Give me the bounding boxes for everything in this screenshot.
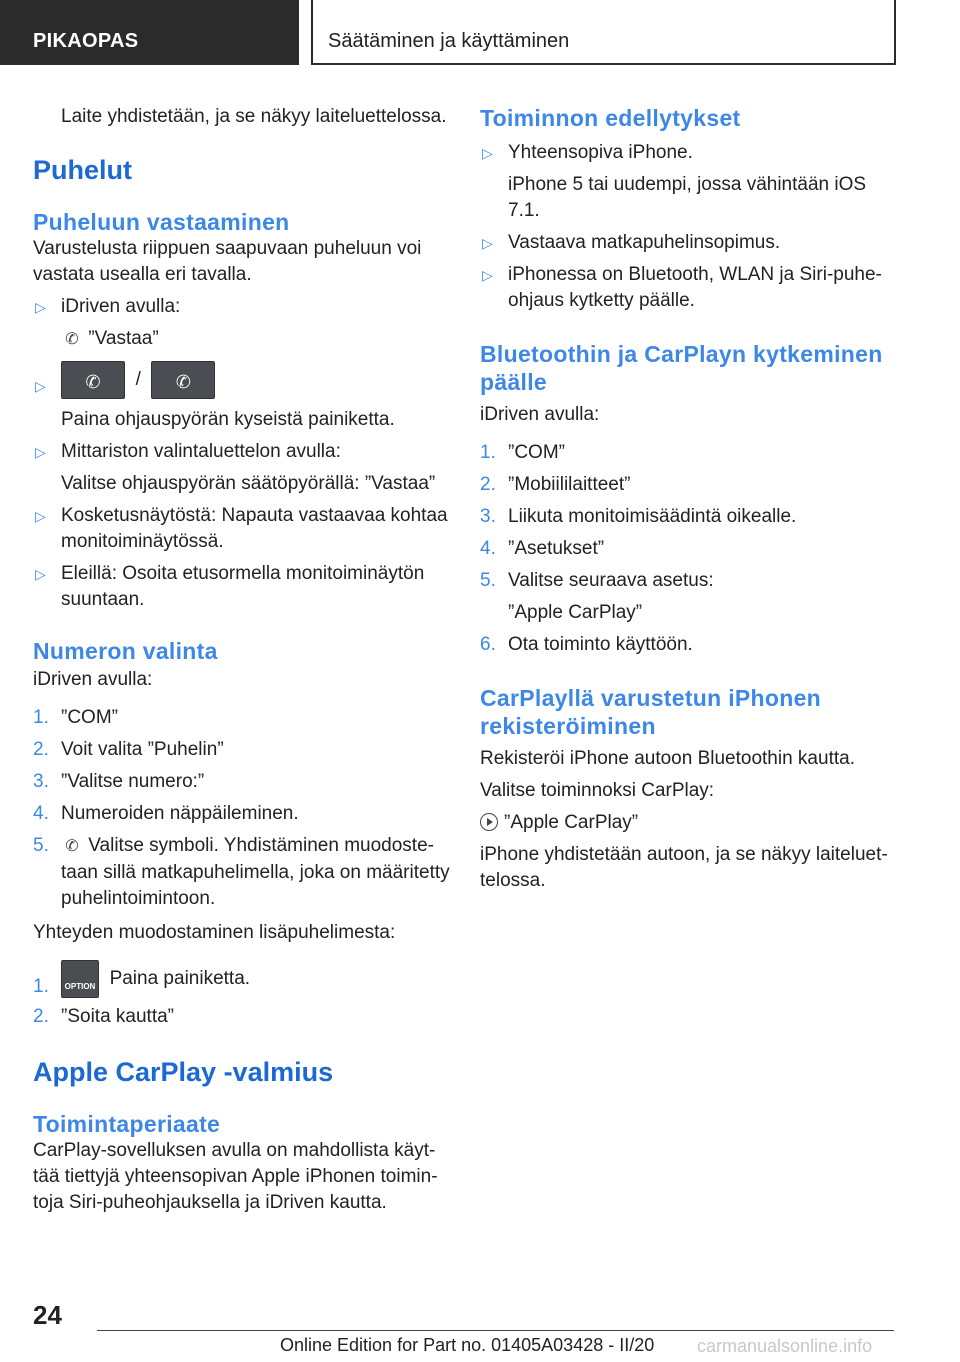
heading-answer: Puheluun vastaaminen [33,209,290,235]
section-title: PIKAOPAS [33,30,139,52]
enable-text: iDriven avulla: [480,404,600,425]
heading-register: CarPlayllä varustetun iPhonen rekisteröiminen [480,685,822,739]
right-column [480,100,900,894]
list-item: ▷ Eleillä: Osoita etusormella monitoiminäytön suuntaan. [35,563,425,610]
list-item: 4. ”Asetukset” [480,538,605,559]
triangle-bullet-icon: ▷ [35,299,46,315]
triangle-bullet-icon: ▷ [482,267,493,283]
section-tab [0,0,299,65]
list-item: 2. ”Soita kautta” [33,1006,174,1027]
chapter-tab [311,0,896,65]
heading-dial: Numeron valinta [33,638,218,664]
list-item: 4. Numeroiden näppäileminen. [33,803,299,824]
edition-text: Online Edition for Part no. 01405A03428 - II/20 [280,1335,655,1355]
dial-steps [33,705,451,912]
triangle-bullet-icon: ▷ [35,378,46,394]
answer-text: Varustelusta riippuen saapuvaan puheluun voi vastata usealla eri tavalla. [33,238,422,285]
extra-text: Yhteyden muodostaminen lisäpuhelimesta: [33,922,396,943]
triangle-bullet-icon: ▷ [35,508,46,524]
phone-icon: ✆ [65,331,79,348]
footer-divider [97,1330,894,1331]
register-text-3: iPhone yhdistetään autoon, ja se näkyy laiteluettelossa. [480,844,888,891]
answer-button-icon: ✆ [61,361,125,399]
requirements-list [480,140,900,314]
extra-steps [33,960,451,1030]
heading-enable: Bluetoothin ja CarPlayn kytkeminen päälle [480,341,883,395]
triangle-bullet-icon: ▷ [482,145,493,161]
list-item: 3. ”Valitse numero:” [33,771,205,792]
list-item: 1. OPTION Paina painiketta. [33,960,451,998]
register-text-2: Valitse toiminnoksi CarPlay: [480,780,715,801]
heading-calls: Puhelut [33,155,132,185]
intro-text: Laite yhdistetään, ja se näkyy laiteluettelossa. [61,106,447,127]
list-item: ▷ Kosketusnäytöstä: Napauta vastaavaa kohtaa monitoiminäytössä. [35,505,448,552]
register-text-1: Rekisteröi iPhone autoon Bluetoothin kautta. [480,748,855,769]
enable-steps [480,440,900,658]
dial-text: iDriven avulla: [33,669,153,690]
triangle-bullet-icon: ▷ [35,444,46,460]
list-item: 2. Voit valita ”Puhelin” [33,739,224,760]
heading-principle: Toimintaperiaate [33,1111,221,1137]
phone-icon: ✆ [65,838,79,855]
option-button-icon: OPTION [61,960,99,998]
list-item: 1. ”COM” [480,442,565,463]
chapter-title: Säätäminen ja käyttäminen [328,30,570,52]
list-item: 6. Ota toiminto käyttöön. [480,634,693,655]
register-option: ”Apple CarPlay” [480,810,900,836]
play-icon [480,813,498,831]
list-item: ▷ Vastaava matkapuhelinsopimus. [480,230,900,256]
list-item: ▷ iPhonessa on Bluetooth, WLAN ja Siri-puheohjaus kytketty päälle. [482,264,882,311]
list-item: ▷ Mittariston valintaluettelon avulla: Valitse ohjauspyörän säätöpyörällä: ”Vastaa” [35,441,436,494]
watermark-text: carmanualsonline.info [697,1336,873,1356]
answer-list [33,294,451,613]
left-column [33,100,451,1216]
heading-carplay: Apple CarPlay -valmius [33,1057,334,1087]
list-item: ▷ Yhteensopiva iPhone. iPhone 5 tai uudempi, jossa vähintään iOS 7.1. [482,142,867,221]
triangle-bullet-icon: ▷ [482,235,493,251]
list-item: 1. ”COM” [33,707,118,728]
list-item: ▷ iDriven avulla: ✆ ”Vastaa” [33,294,451,353]
list-item: 2. ”Mobiililaitteet” [480,474,631,495]
list-item: ▷ ✆ / ✆ Paina ohjauspyörän kyseistä painiketta. [33,361,451,433]
principle-text: CarPlay-sovelluksen avulla on mahdollista käyttää tiettyjä yhteensopivan Apple iPhonen toimintoja Siri-puheohjauksella ja iDriven kautta. [33,1140,438,1213]
heading-requirements: Toiminnon edellytykset [480,105,741,131]
list-item: 5. Valitse seuraava asetus: ”Apple CarPlay” [480,570,714,623]
phone-button-icon: ✆ [151,361,215,399]
list-item: 3. Liikuta monitoimisäädintä oikealle. [480,506,797,527]
triangle-bullet-icon: ▷ [35,566,46,582]
page-number: 24 [33,1300,62,1330]
list-item: 5. ✆ Valitse symboli. Yhdistäminen muodostetaan sillä matkapuhelimella, joka on määritetty puhelintoimintoon. [33,835,450,909]
